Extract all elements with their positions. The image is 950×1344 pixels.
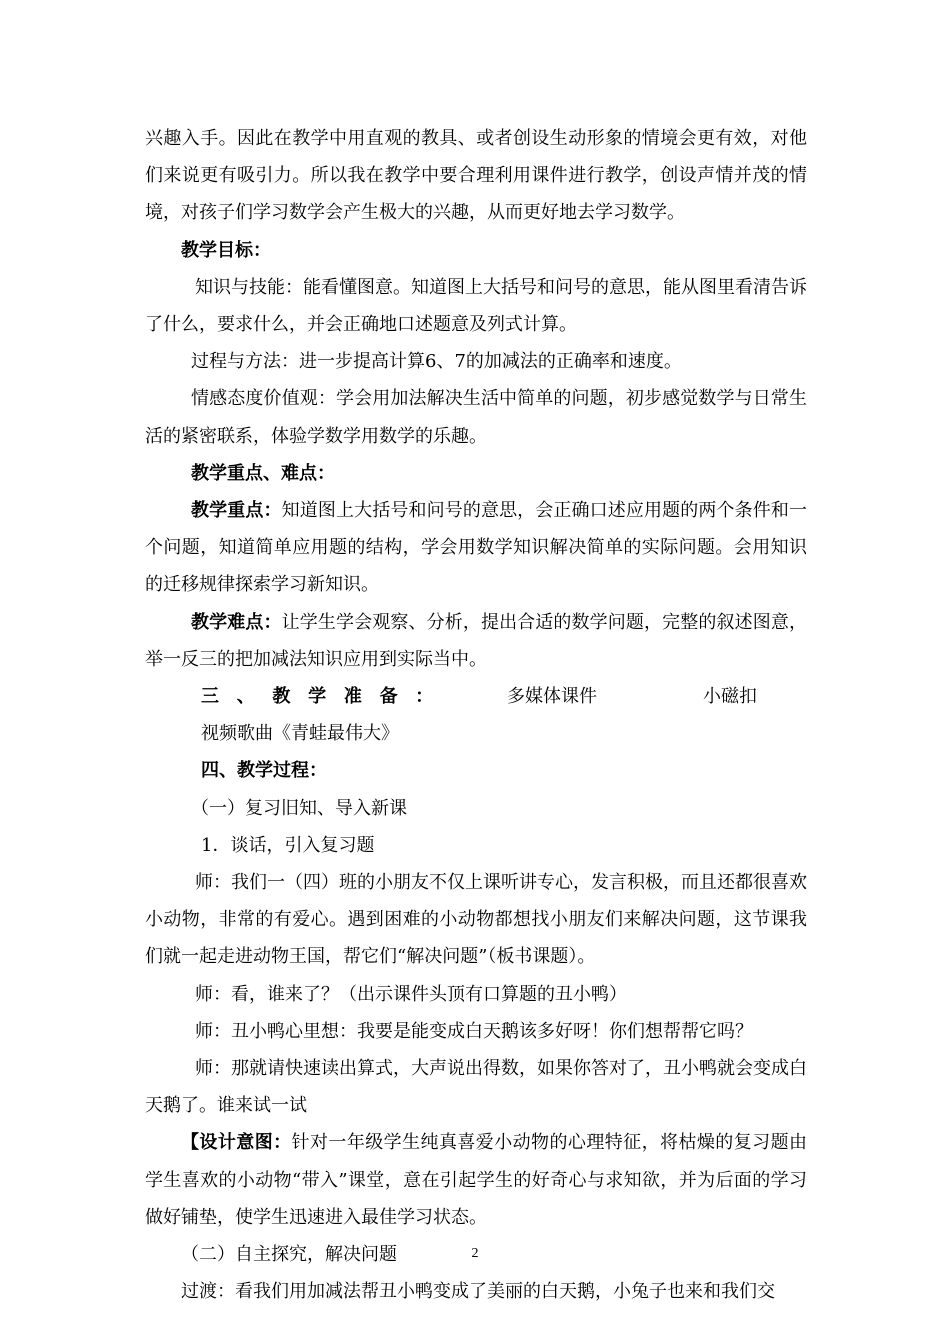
section-review-step1: 1．谈话，引入复习题 xyxy=(201,834,375,856)
paragraph-preparation xyxy=(145,678,807,752)
goal-knowledge: 知识与技能：能看懂图意。知道图上大括号和问号的意思，能从图里看清告诉了什么，要求什么，并会正确地口述题意及列式计算。 xyxy=(145,276,807,336)
difficulties-label: 教学难点： xyxy=(191,611,282,633)
design-intent-label: 【设计意图： xyxy=(181,1132,292,1154)
heading-teaching-goals: 教学目标： xyxy=(181,239,271,261)
heading-teaching-process: 四、教学过程： xyxy=(201,760,327,782)
page-number: 2 xyxy=(471,1246,479,1261)
section-review: （一）复习旧知、导入新课 xyxy=(191,797,407,819)
teacher-line-4: 师：那就请快速读出算式，大声说出得数，如果你答对了，丑小鸭就会变成白天鹅了。谁来试一试 xyxy=(145,1058,807,1117)
design-intent-text: 针对一年级学生纯真喜爱小动物的心理特征，将枯燥的复习题由学生喜欢的小动物“带入”课堂，意在引起学生的好奇心与求知欲，并为后面的学习做好铺垫，使学生迅速进入最佳学习状态。 xyxy=(145,1132,807,1228)
teacher-line-3: 师：丑小鸭心里想：我要是能变成白天鹅该多好呀！你们想帮帮它吗？ xyxy=(195,1020,753,1042)
preparation-label: 三、教学准备： xyxy=(201,686,451,708)
key-points-text: 知道图上大括号和问号的意思，会正确口述应用题的两个条件和一个问题，知道简单应用题的结构，学会用数学知识解决简单的实际问题。会用知识的迁移规律探索学习新知识。 xyxy=(145,500,808,596)
paragraph-difficulties xyxy=(145,604,807,678)
key-points-label: 教学重点： xyxy=(191,500,282,522)
teacher-line-2: 师：看，谁来了？（出示课件头顶有口算题的丑小鸭） xyxy=(195,983,627,1005)
paragraph-intro: 兴趣入手。因此在教学中用直观的教具、或者创设生动形象的情境会更有效，对他们来说更有吸引力。所以我在教学中要合理利用课件进行教学，创设声情并茂的情境，对孩子们学习数学会产生极大的兴趣，从而更好地去学习数学。 xyxy=(145,128,807,224)
section-explore: （二）自主探究，解决问题 xyxy=(181,1244,397,1266)
prep-item-magnets: 小磁扣 xyxy=(703,686,757,708)
prep-item-video: 视频歌曲《青蛙最伟大》 xyxy=(201,723,399,745)
goal-process: 过程与方法：进一步提高计算6、7的加减法的正确率和速度。 xyxy=(191,351,682,373)
goal-emotion: 情感态度价值观：学会用加法解决生活中简单的问题，初步感觉数学与日常生活的紧密联系，体验学数学用数学的乐趣。 xyxy=(145,388,807,447)
teacher-line-1: 师：我们一（四）班的小朋友不仅上课听讲专心，发言积极，而且还都很喜欢小动物，非常的有爱心。遇到困难的小动物都想找小朋友们来解决问题，这节课我们就一起走进动物王国，帮它们“解决问题”（板书课题）。 xyxy=(145,872,807,968)
prep-item-courseware: 多媒体课件 xyxy=(507,686,597,708)
heading-key-difficult: 教学重点、难点： xyxy=(191,462,335,484)
difficulties-text: 让学生学会观察、分析，提出合适的数学问题，完整的叙述图意，举一反三的把加减法知识应用到实际当中。 xyxy=(145,611,808,670)
paragraph-design-intent xyxy=(145,1124,807,1236)
body-text xyxy=(145,120,807,1311)
paragraph-transition: 过渡：看我们用加减法帮丑小鸭变成了美丽的白天鹅，小兔子也来和我们交 xyxy=(181,1281,775,1303)
paragraph-key-points xyxy=(145,492,807,604)
